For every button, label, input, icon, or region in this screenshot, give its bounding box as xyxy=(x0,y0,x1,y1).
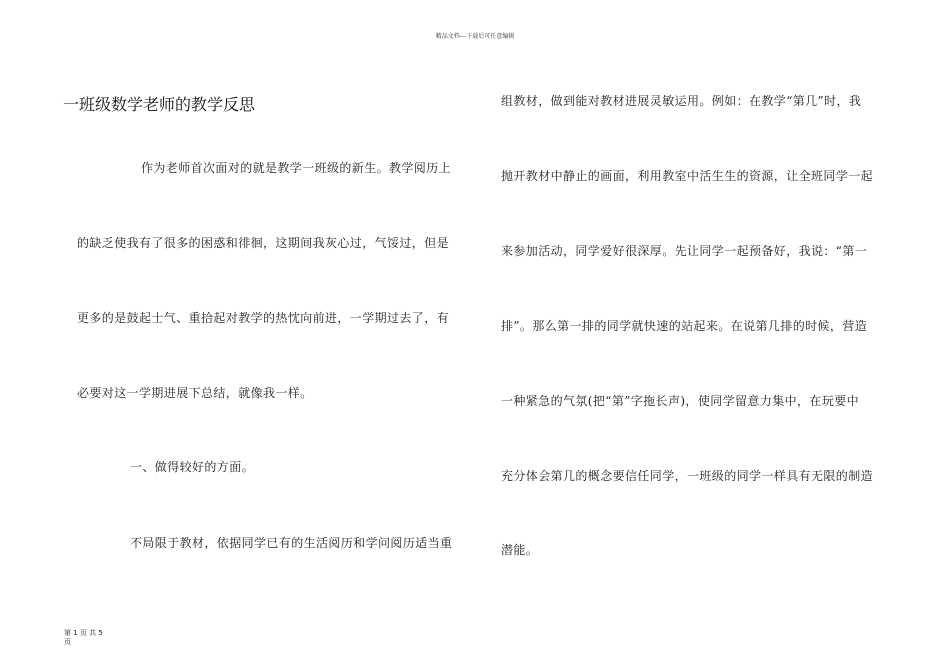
paragraph-line: 不局限于教材，依据同学已有的生活阅历和学问阅历适当重 xyxy=(130,536,453,550)
paragraph-line: 来参加活动，同学爱好很深厚。先让同学一起预备好，我说：“第一 xyxy=(501,244,868,258)
paragraph-line: 作为老师首次面对的就是教学一班级的新生。教学阅历上 xyxy=(141,161,452,175)
section-heading: 一、做得较好的方面。 xyxy=(130,460,255,474)
paragraph-line: 更多的是鼓起士气、重拾起对教学的热忱向前进，一学期过去了，有 xyxy=(77,311,450,325)
paragraph-line: 抛开教材中静止的画面，利用教室中活生生的资源，让全班同学一起 xyxy=(501,169,874,183)
paragraph-line: 一种紧急的气氛(把“第”字拖长声)，使同学留意力集中，在玩要中 xyxy=(501,394,860,408)
page-number-line: 页 xyxy=(64,638,71,646)
page-header-note: 精品文档---下载后可任意编辑 xyxy=(435,33,515,40)
paragraph-line: 必要对这一学期进展下总结，就像我一样。 xyxy=(77,386,313,400)
paragraph-line: 排”。那么第一排的同学就快速的站起来。在说第几排的时候，营造 xyxy=(501,319,868,333)
paragraph-line: 潜能。 xyxy=(501,543,539,557)
page-number-line: 第 1 页 共 5 xyxy=(64,629,103,637)
paragraph-line: 的缺乏使我有了很多的困惑和徘徊，这期间我灰心过，气馁过，但是 xyxy=(77,236,450,250)
page-number xyxy=(64,629,124,647)
paragraph-line: 组教材，做到能对教材进展灵敏运用。例如：在教学“第几”时，我 xyxy=(501,94,862,108)
document-title: 一班级数学老师的教学反思 xyxy=(63,95,256,114)
paragraph-line: 充分体会第几的概念要信任同学，一班级的同学一样具有无限的制造 xyxy=(501,469,874,483)
